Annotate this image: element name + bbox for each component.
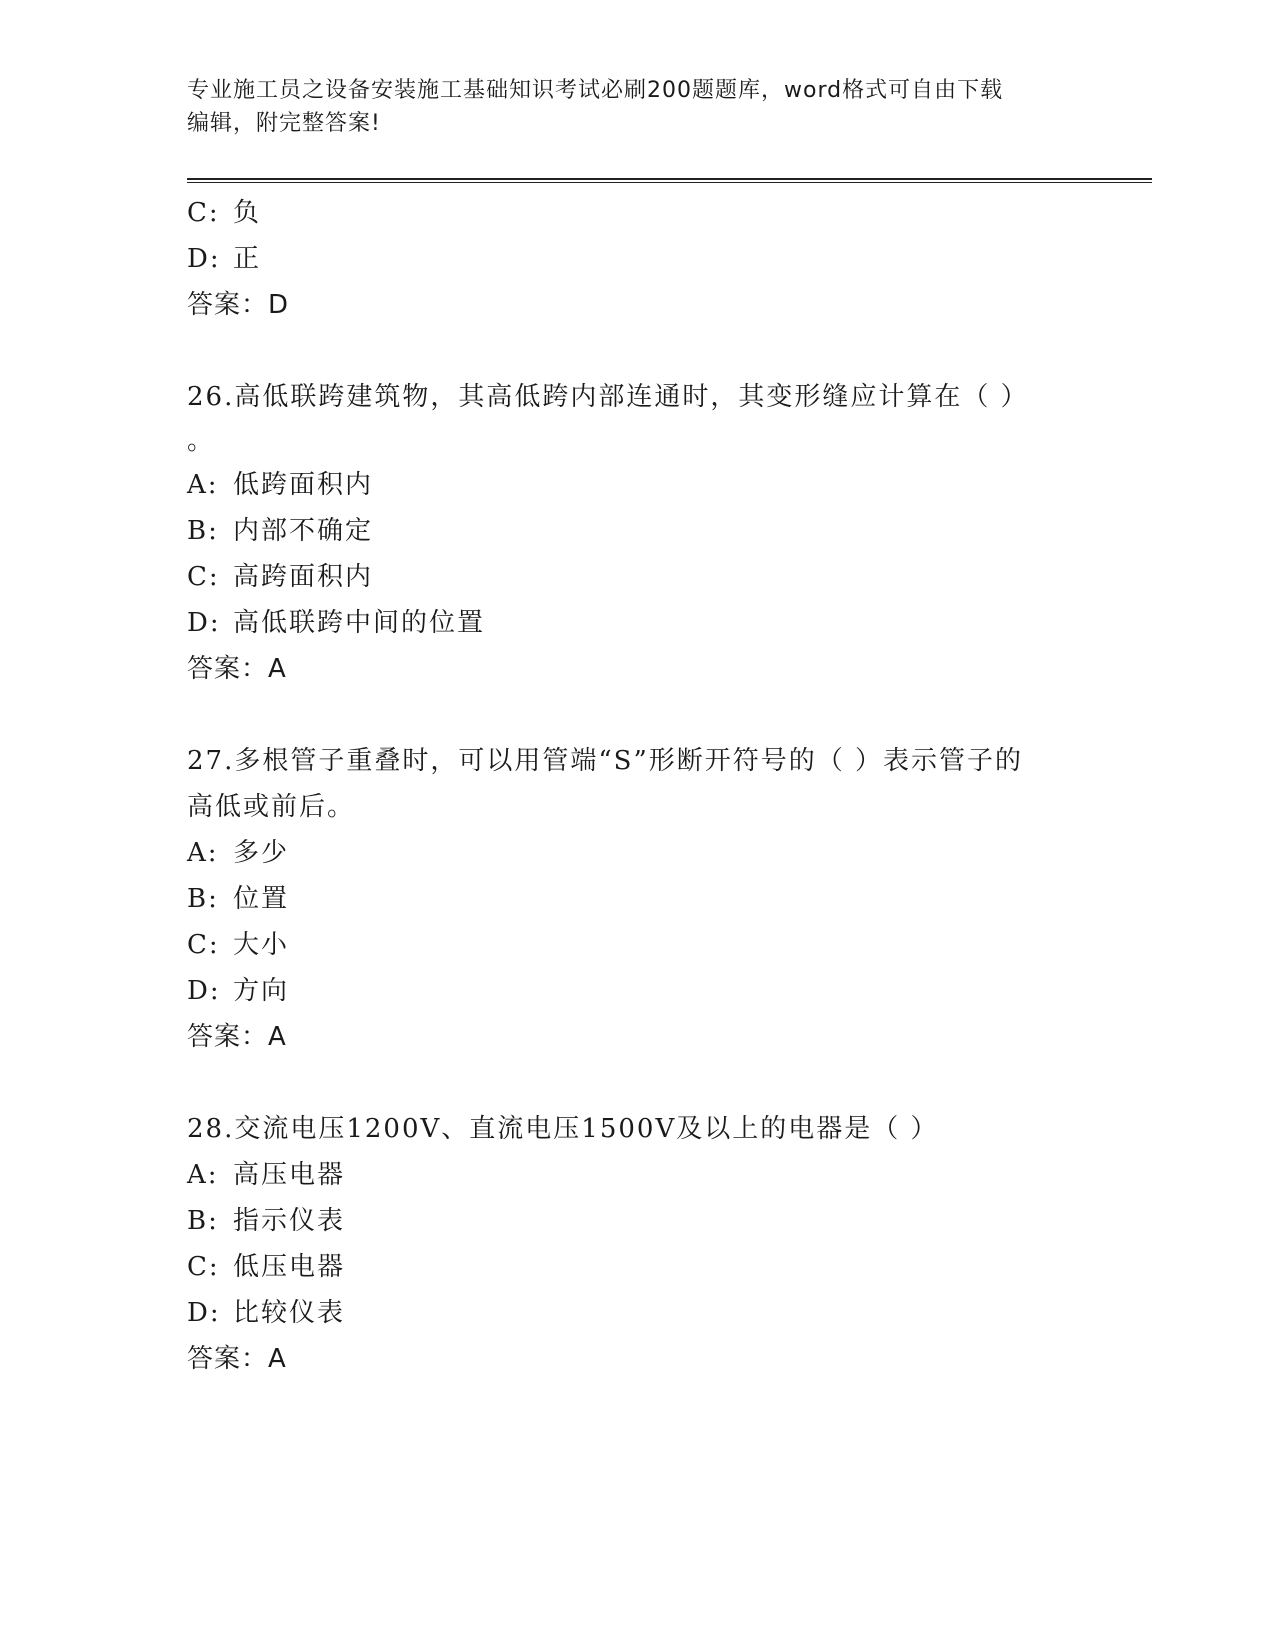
option-text: 位置 xyxy=(233,884,290,914)
option-text: 正 xyxy=(233,244,262,274)
option-text: 低压电器 xyxy=(233,1252,346,1282)
question-26 xyxy=(187,374,1147,692)
question-stem-continued: 。 xyxy=(187,426,216,456)
option-d xyxy=(187,1290,1147,1336)
question-27 xyxy=(187,738,1147,1060)
option-a xyxy=(187,830,1147,876)
option-text: 大小 xyxy=(233,930,290,960)
option-label: C: xyxy=(187,930,220,960)
option-label: D: xyxy=(187,976,221,1006)
question-stem: 28.交流电压1200V、直流电压1500V及以上的电器是（ ） xyxy=(187,1114,939,1144)
option-label: B: xyxy=(187,516,219,546)
option-label: A: xyxy=(187,1160,219,1190)
option-text: 高压电器 xyxy=(233,1160,346,1190)
option-c xyxy=(187,1244,1147,1290)
option-d xyxy=(187,236,1147,282)
option-text: 高低联跨中间的位置 xyxy=(233,608,486,638)
option-c xyxy=(187,190,1147,236)
option-b xyxy=(187,876,1147,922)
option-d xyxy=(187,968,1147,1014)
option-a xyxy=(187,462,1147,508)
option-text: 高跨面积内 xyxy=(233,562,374,592)
option-c xyxy=(187,554,1147,600)
answer-line: 答案：A xyxy=(187,1344,287,1374)
option-label: A: xyxy=(187,838,219,868)
option-label: C: xyxy=(187,1252,220,1282)
question-stem: 27.多根管子重叠时，可以用管端“S”形断开符号的（ ）表示管子的 xyxy=(187,746,1024,776)
answer-line: 答案：D xyxy=(187,290,290,320)
header-title-line2: 编辑，附完整答案! xyxy=(187,111,381,136)
header-title-line1: 专业施工员之设备安装施工基础知识考试必刷200题题库，word格式可自由下载 xyxy=(187,78,1004,103)
option-b xyxy=(187,508,1147,554)
option-text: 指示仪表 xyxy=(233,1206,346,1236)
header-divider xyxy=(187,178,1152,183)
answer-line: 答案：A xyxy=(187,654,287,684)
question-28 xyxy=(187,1106,1147,1382)
option-label: B: xyxy=(187,884,219,914)
option-text: 方向 xyxy=(233,976,290,1006)
option-a xyxy=(187,1152,1147,1198)
option-c xyxy=(187,922,1147,968)
option-label: B: xyxy=(187,1206,219,1236)
option-label: D: xyxy=(187,608,221,638)
answer-line: 答案：A xyxy=(187,1022,287,1052)
option-text: 低跨面积内 xyxy=(233,470,374,500)
option-text: 负 xyxy=(233,198,262,228)
option-label: D: xyxy=(187,1298,221,1328)
prev-question xyxy=(187,190,1147,328)
option-b xyxy=(187,1198,1147,1244)
option-text: 多少 xyxy=(233,838,290,868)
option-label: C: xyxy=(187,562,220,592)
option-text: 比较仪表 xyxy=(233,1298,346,1328)
option-text: 内部不确定 xyxy=(233,516,374,546)
question-stem: 26.高低联跨建筑物，其高低跨内部连通时，其变形缝应计算在（ ） xyxy=(187,382,1029,412)
option-d xyxy=(187,600,1147,646)
document-header xyxy=(187,74,1087,140)
question-list xyxy=(187,190,1147,1382)
option-label: A: xyxy=(187,470,219,500)
option-label: C: xyxy=(187,198,220,228)
option-label: D: xyxy=(187,244,221,274)
question-stem-continued: 高低或前后。 xyxy=(187,792,356,822)
